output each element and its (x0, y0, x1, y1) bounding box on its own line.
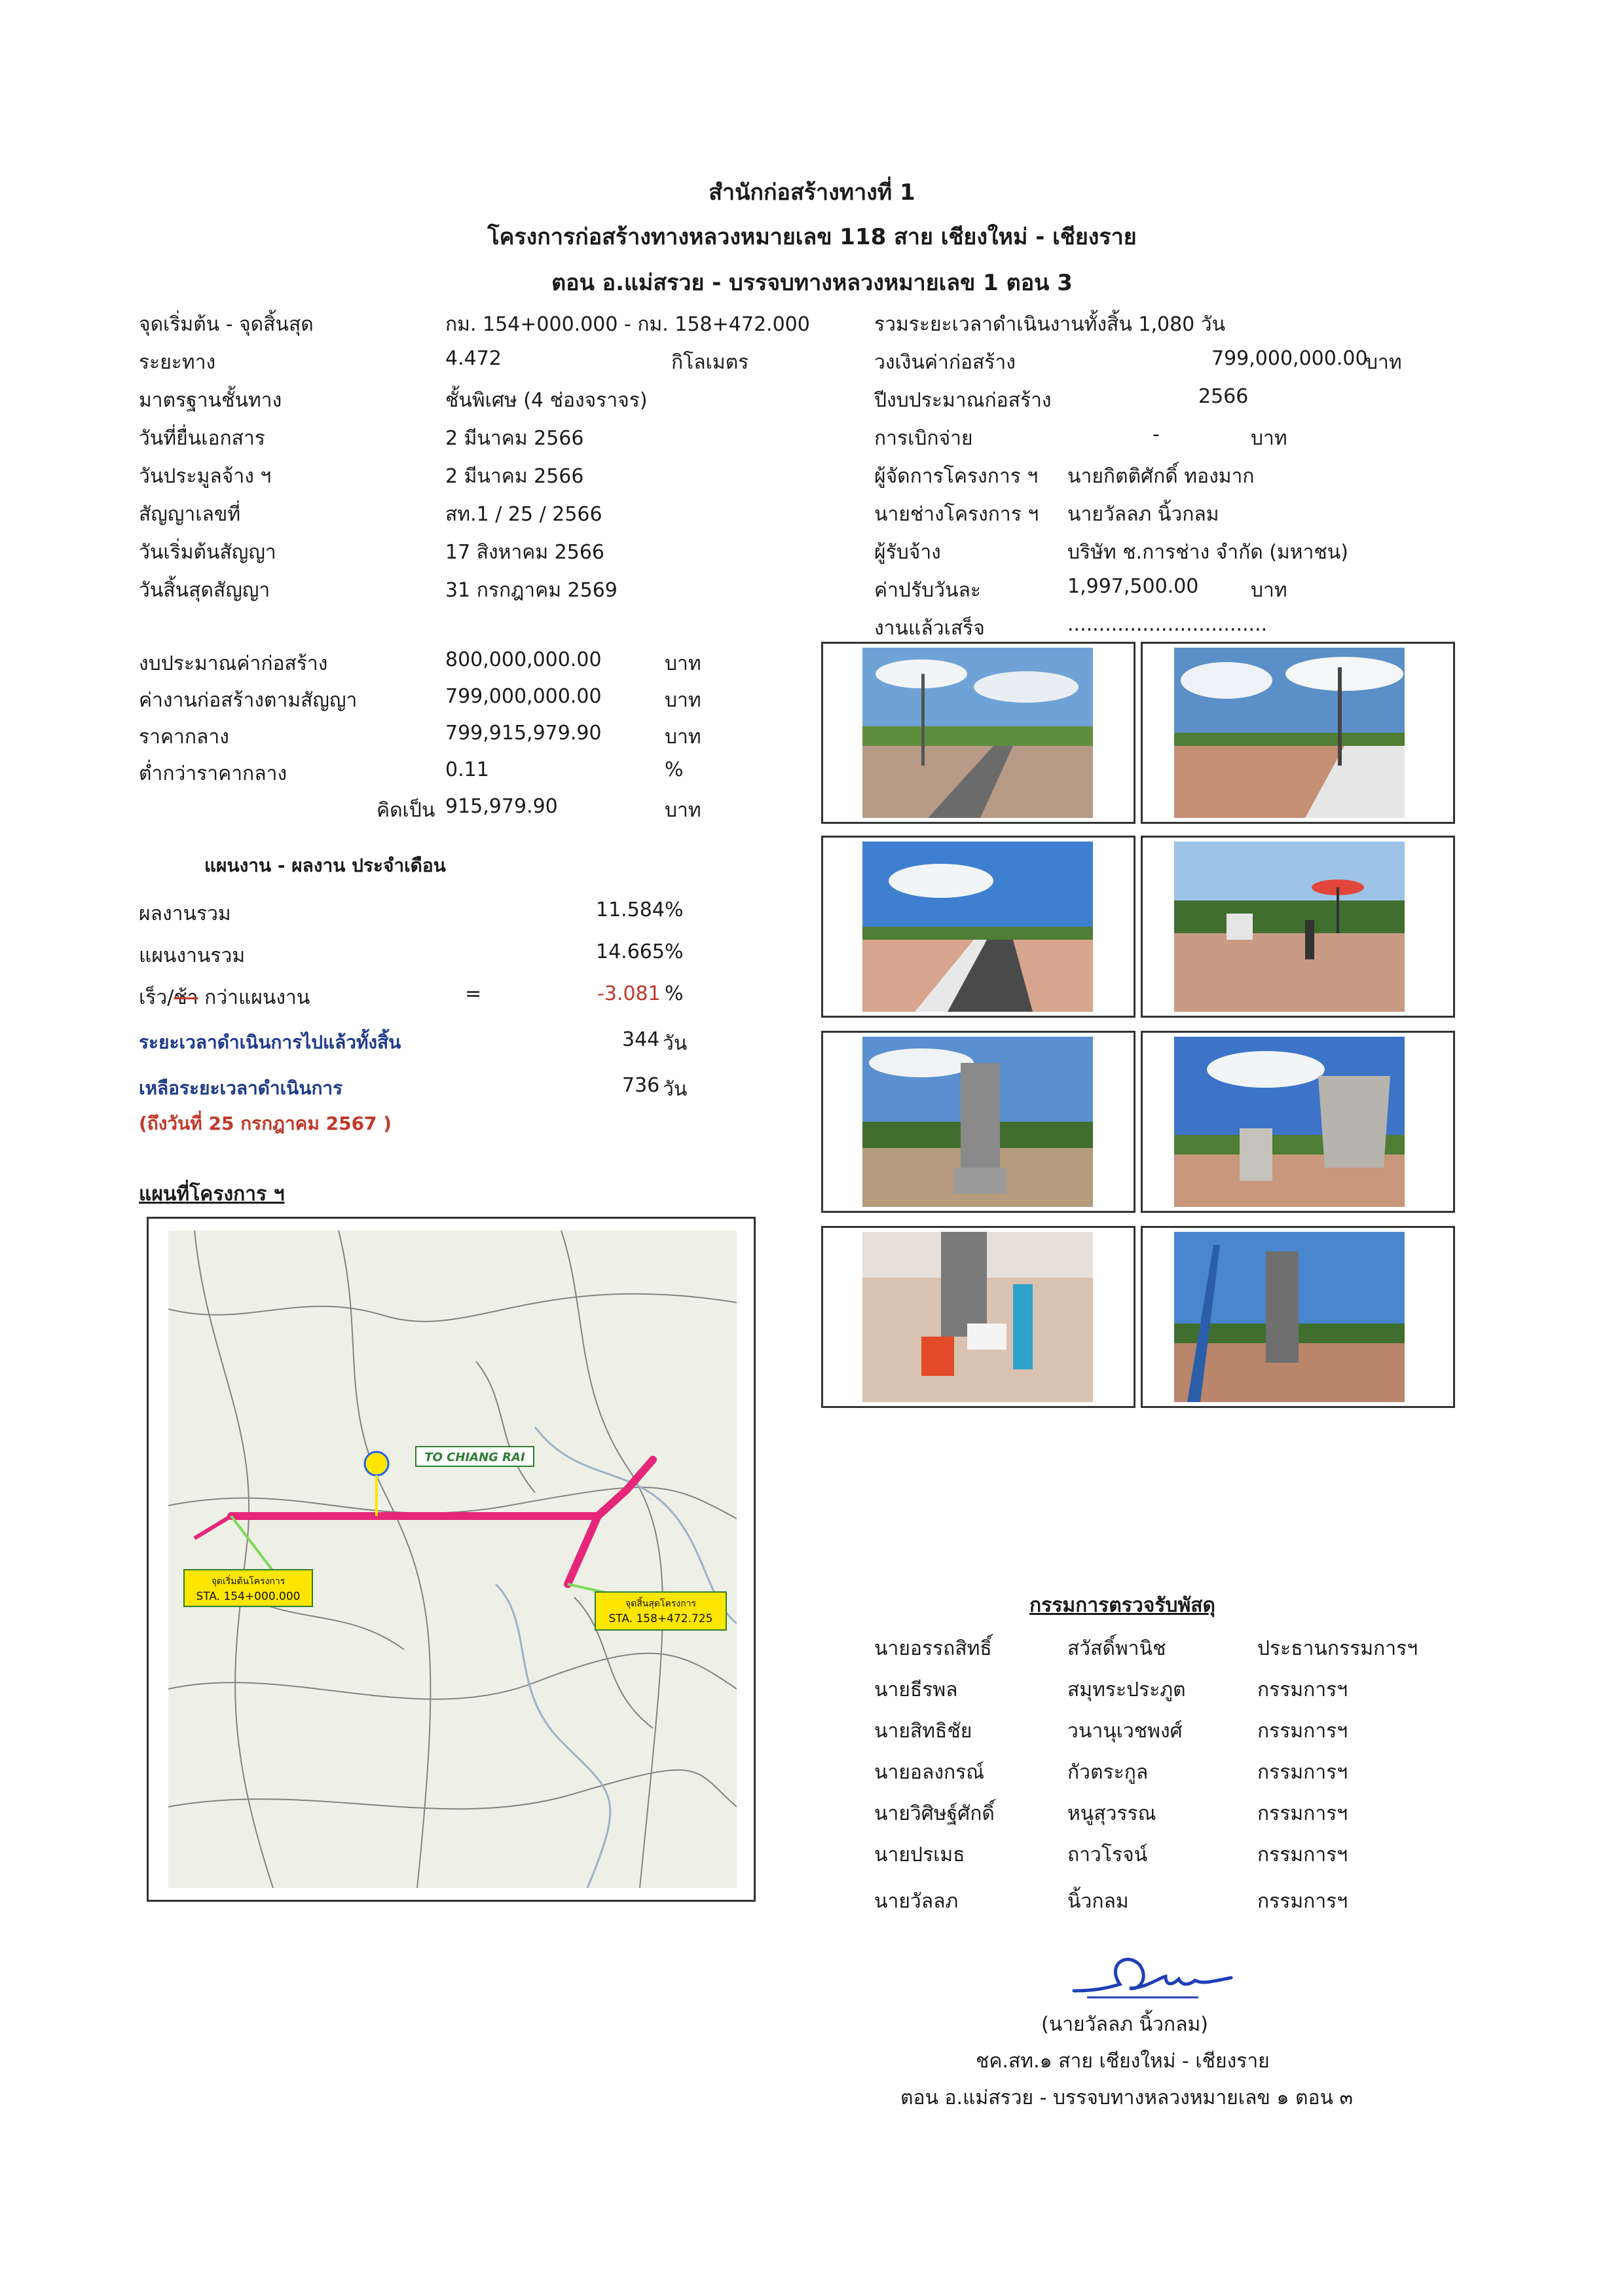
budget-unit: % (665, 758, 684, 781)
signature-section: ตอน อ.แม่สรวย - บรรจบทางหลวงหมายเลข ๑ ตอน ๓ (900, 2086, 1354, 2109)
member-first-name: นายอรรถสิทธิ์ (874, 1637, 992, 1660)
info-value: นายกิตติศักดิ์ ทองมาก (1067, 465, 1255, 488)
info-value: 2566 (1198, 385, 1249, 408)
committee-heading: กรรมการตรวจรับพัสดุ (1029, 1594, 1216, 1617)
budget-unit: บาท (665, 689, 701, 712)
budget-unit: บาท (665, 799, 701, 822)
site-photo-3 (821, 836, 1135, 1018)
diff-value: -3.081 (597, 982, 661, 1005)
diff-unit: % (665, 982, 684, 1005)
site-photo-1 (821, 642, 1135, 824)
elapsed-label: ระยะเวลาดำเนินการไปแล้วทั้งสิ้น (139, 1031, 401, 1053)
elapsed-unit: วัน (663, 1032, 688, 1055)
budget-unit: บาท (665, 652, 701, 675)
budget-value: 799,915,979.90 (445, 722, 602, 745)
budget-value: 800,000,000.00 (445, 648, 602, 671)
site-photo-5-image (862, 1037, 1093, 1207)
budget-value: 915,979.90 (445, 795, 558, 818)
member-role: ประธานกรรมการฯ (1257, 1637, 1418, 1660)
info-label: ระยะทาง (139, 351, 216, 374)
site-photo-4-image (1174, 842, 1405, 1012)
info-label: วันเริ่มต้นสัญญา (139, 541, 276, 564)
info-label: จุดเริ่มต้น - จุดสิ้นสุด (139, 313, 314, 336)
info-value: บริษัท ช.การช่าง จำกัด (มหาชน) (1067, 541, 1348, 564)
info-label: วันที่ยื่นเอกสาร (139, 427, 265, 450)
info-unit: บาท (1251, 579, 1287, 602)
map-start-title: จุดเริ่มต้นโครงการ (211, 1576, 286, 1587)
site-photo-6-image (1174, 1037, 1405, 1207)
info-value: ................................ (1067, 613, 1268, 636)
member-first-name: นายปรเมธ (874, 1843, 965, 1866)
member-first-name: นายวัลลภ (874, 1890, 959, 1913)
info-label: งานแล้วเสร็จ (874, 617, 985, 640)
member-first-name: นายอลงกรณ์ (874, 1761, 985, 1784)
map-heading: แผนที่โครงการ ฯ (139, 1183, 285, 1206)
info-unit: บาท (1251, 427, 1287, 450)
info-label: วันสิ้นสุดสัญญา (139, 579, 270, 602)
member-first-name: นายธีรพล (874, 1678, 958, 1701)
budget-label: ค่างานก่อสร้างตามสัญญา (139, 689, 358, 712)
site-photo-4 (1141, 836, 1455, 1018)
info-value: 1,997,500.00 (1067, 575, 1199, 598)
budget-label: ราคากลาง (139, 726, 229, 749)
member-first-name: นายวิศิษฐ์ศักดิ์ (874, 1802, 995, 1825)
member-role: กรรมการฯ (1257, 1843, 1348, 1866)
diff-equals: = (465, 982, 482, 1005)
site-photo-2-image (1174, 648, 1405, 818)
info-unit: บาท (1365, 351, 1402, 374)
budget-value: 0.11 (445, 758, 489, 781)
site-photo-3-image (862, 842, 1093, 1012)
header-line-1: สำนักก่อสร้างทางที่ 1 (709, 179, 915, 206)
budget-unit: บาท (665, 726, 701, 749)
actual-label: ผลงานรวม (139, 902, 231, 925)
signature-name: (นายวัลลภ นิ้วกลม) (1041, 2013, 1208, 2036)
actual-unit: % (665, 898, 684, 921)
budget-label: คิดเป็น (377, 799, 435, 822)
info-value: 4.472 (445, 347, 502, 370)
map-end-title: จุดสิ้นสุดโครงการ (625, 1599, 697, 1609)
site-photo-6 (1141, 1031, 1455, 1213)
info-value: 17 สิงหาคม 2566 (445, 541, 605, 564)
member-last-name: กัวตระกูล (1067, 1761, 1149, 1784)
info-label: ค่าปรับวันละ (874, 579, 981, 602)
plan-value: 14.665 (596, 940, 665, 963)
site-photo-2 (1141, 642, 1455, 824)
member-role: กรรมการฯ (1257, 1761, 1348, 1784)
remaining-value: 736 (622, 1074, 660, 1097)
actual-value: 11.584 (596, 898, 665, 921)
info-label: สัญญาเลขที่ (139, 503, 241, 526)
signature-position: ชค.สท.๑ สาย เชียงใหม่ - เชียงราย (976, 2050, 1270, 2073)
header-line-3: ตอน อ.แม่สรวย - บรรจบทางหลวงหมายเลข 1 ตอน 3 (551, 270, 1073, 296)
diff-label (139, 982, 310, 1013)
budget-label: ต่ำกว่าราคากลาง (139, 762, 287, 785)
as-of-date: (ถึงวันที่ 25 กรกฎาคม 2567 ) (139, 1113, 392, 1134)
info-label: มาตรฐานชั้นทาง (139, 389, 282, 412)
member-role: กรรมการฯ (1257, 1720, 1348, 1743)
info-label: นายช่างโครงการ ฯ (874, 503, 1039, 526)
plan-label: แผนงานรวม (139, 944, 246, 967)
header-line-2: โครงการก่อสร้างทางหลวงหมายเลข 118 สาย เชียงใหม่ - เชียงราย (487, 224, 1137, 250)
info-value: 2 มีนาคม 2566 (445, 427, 584, 450)
info-label: วันประมูลจ้าง ฯ (139, 465, 272, 488)
member-last-name: ถาวโรจน์ (1067, 1843, 1148, 1866)
member-first-name: นายสิทธิชัย (874, 1720, 972, 1743)
map-direction-label: TO CHIANG RAI (424, 1451, 525, 1464)
info-value: 2 มีนาคม 2566 (445, 465, 584, 488)
site-photo-8-image (1174, 1232, 1405, 1402)
map-graphic (168, 1231, 737, 1888)
member-role: กรรมการฯ (1257, 1802, 1348, 1825)
budget-value: 799,000,000.00 (445, 685, 602, 708)
info-value: ชั้นพิเศษ (4 ช่องจราจร) (445, 389, 648, 412)
member-last-name: สมุทระประภูต (1067, 1678, 1186, 1701)
member-last-name: สวัสดิ์พานิช (1067, 1637, 1166, 1660)
info-value: 31 กรกฎาคม 2569 (445, 579, 618, 602)
info-value: กม. 154+000.000 - กม. 158+472.000 (445, 313, 810, 336)
member-last-name: นิ้วกลม (1067, 1890, 1129, 1913)
site-photo-8 (1141, 1226, 1455, 1408)
map-start-sta: STA. 154+000.000 (196, 1590, 301, 1603)
member-role: กรรมการฯ (1257, 1890, 1348, 1913)
remaining-unit: วัน (663, 1078, 688, 1101)
progress-heading: แผนงาน - ผลงาน ประจำเดือน (204, 855, 446, 876)
info-value: - (1153, 423, 1160, 446)
info-label: ผู้จัดการโครงการ ฯ (874, 465, 1039, 488)
info-value: สท.1 / 25 / 2566 (445, 503, 602, 526)
info-unit: กิโลเมตร (671, 351, 749, 374)
diff-label-slow: ช้า (174, 986, 198, 1009)
map-end-sta: STA. 158+472.725 (608, 1612, 713, 1625)
member-last-name: วนานุเวชพงศ์ (1067, 1720, 1183, 1743)
info-label: ปีงบประมาณก่อสร้าง (874, 389, 1052, 412)
site-photo-7-image (862, 1232, 1093, 1402)
plan-unit: % (665, 940, 684, 963)
member-role: กรรมการฯ (1257, 1678, 1348, 1701)
site-photo-1-image (862, 648, 1093, 818)
signature-mark (1067, 1945, 1238, 2010)
diff-label-rest: กว่าแผนงาน (198, 986, 310, 1009)
info-label: วงเงินค่าก่อสร้าง (874, 351, 1016, 374)
info-label: รวมระยะเวลาดำเนินงานทั้งสิ้น 1,080 วัน (874, 313, 1226, 336)
budget-label: งบประมาณค่าก่อสร้าง (139, 652, 328, 675)
info-value: 799,000,000.00 (1211, 347, 1368, 370)
member-last-name: หนูสุวรรณ (1067, 1802, 1156, 1825)
diff-label-fast: เร็ว/ (139, 986, 174, 1009)
site-photo-7 (821, 1226, 1135, 1408)
info-value: นายวัลลภ นิ้วกลม (1067, 503, 1219, 526)
site-photo-5 (821, 1031, 1135, 1213)
elapsed-value: 344 (622, 1028, 660, 1051)
info-label: ผู้รับจ้าง (874, 541, 941, 564)
project-map (147, 1217, 756, 1902)
info-label: การเบิกจ่าย (874, 427, 973, 450)
remaining-label: เหลือระยะเวลาดำเนินการ (139, 1077, 343, 1099)
